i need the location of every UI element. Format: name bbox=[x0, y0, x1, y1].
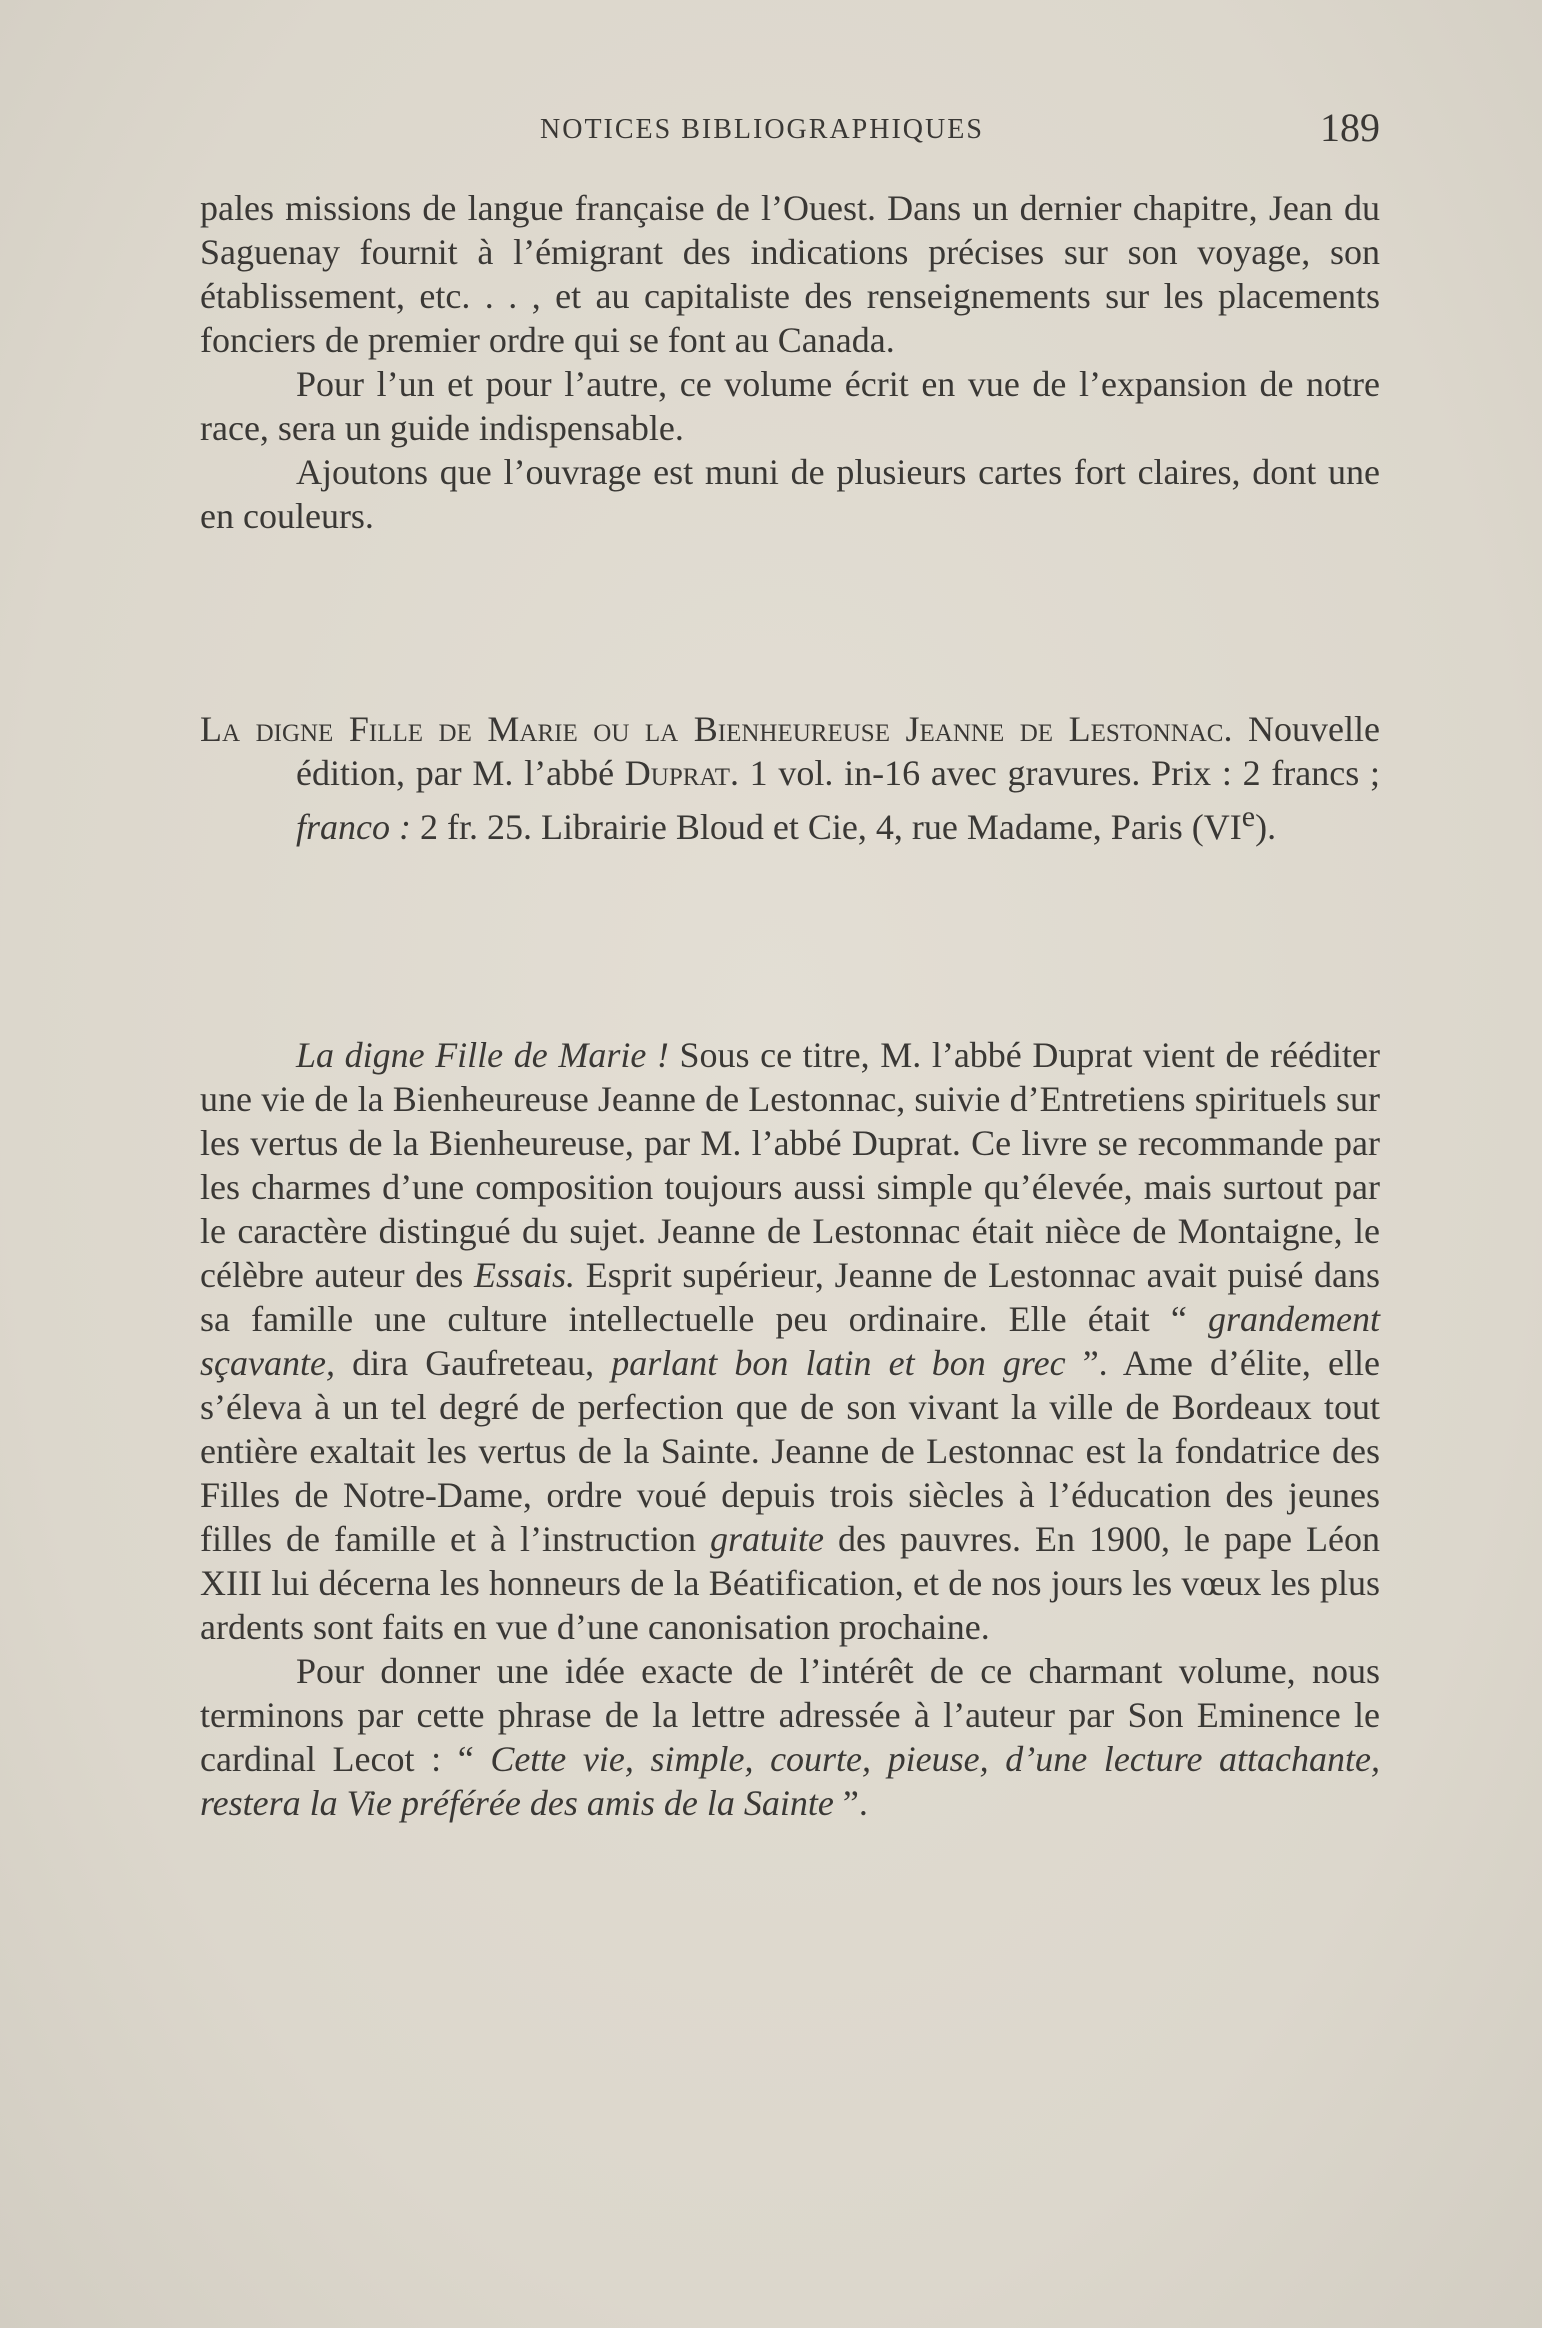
entry-details: 1 vol. in-16 avec gravures. Prix : 2 francs ; bbox=[738, 753, 1380, 793]
text-run: Pour donner une idée exacte de l’intérêt de ce charmant volume, nous terminons par cette phrase de la lettre adressée à l’auteur par Son Eminence le cardinal Lecot : “ bbox=[200, 1651, 1380, 1779]
review-title: La digne Fille de Marie ! bbox=[296, 1035, 669, 1075]
entry-details-3: ). bbox=[1255, 807, 1277, 847]
entry-author: Duprat. bbox=[624, 753, 739, 793]
quotation: parlant bon latin et bon grec bbox=[611, 1343, 1066, 1383]
review-body bbox=[200, 1033, 1380, 1825]
running-title: NOTICES BIBLIOGRAPHIQUES bbox=[540, 114, 984, 145]
paragraph: Pour l’un et pour l’autre, ce volume écrit en vue de l’expansion de notre race, sera un guide indispensable. bbox=[200, 364, 1380, 448]
text-run: Esprit supérieur, Jeanne de Lestonnac avait puisé dans sa famille une culture intellectuelle peu ordinaire. Elle était “ bbox=[200, 1255, 1381, 1339]
entry-franco: franco : bbox=[296, 807, 411, 847]
emphasis: gratuite bbox=[710, 1519, 824, 1559]
paragraph: Ajoutons que l’ouvrage est muni de plusieurs cartes fort claires, dont une en couleurs. bbox=[200, 452, 1380, 536]
paragraph: pales missions de langue française de l’Ouest. Dans un dernier chapitre, Jean du Saguenay fournit à l’émigrant des indications précises sur son voyage, son établissement, etc. . . , et au capitaliste des renseignements sur les placements fonciers de premier ordre qui se font au Canada. bbox=[200, 188, 1380, 360]
bibliographic-entry bbox=[200, 707, 1380, 849]
entry-title: La digne Fille de Marie ou la Bienheureuse Jeanne de Lestonnac. bbox=[200, 709, 1233, 749]
text-run: ”. bbox=[833, 1783, 868, 1823]
entry-superscript: e bbox=[1241, 800, 1256, 833]
text-run: ”. Ame d’élite, elle s’éleva à un tel degré de perfection que de son vivant la ville de Bordeaux tout entière exaltait les vertus de la Sainte. Jeanne de Lestonnac est la fondatrice des Filles de Notre-Dame, ordre voué depuis trois siècles à l’éducation des jeunes filles de famille et à l’instruction bbox=[200, 1343, 1380, 1559]
text-run: Sous ce titre, M. l’abbé Duprat vient de rééditer une vie de la Bienheureuse Jeanne de Lestonnac, suivie d’Entretiens spirituels sur les vertus de la Bienheureuse, par M. l’abbé Duprat. Ce livre se recommande par les charmes d’une composition toujours aussi simple qu’élevée, mais surtout par le caractère distingué du sujet. Jeanne de Lestonnac était nièce de Montaigne, le célèbre auteur des bbox=[200, 1035, 1380, 1295]
text-run: dira Gaufreteau, bbox=[334, 1343, 612, 1383]
entry-details-2: 2 fr. 25. Librairie Bloud et Cie, 4, rue Madame, Paris (VI bbox=[410, 807, 1242, 847]
page-number: 189 bbox=[1320, 105, 1380, 150]
cardinal-quotation: Cette vie, simple, courte, pieuse, d’une lecture attachante, restera la Vie préférée des amis de la Sainte bbox=[200, 1739, 1381, 1823]
review-paragraph-1 bbox=[200, 1033, 1380, 1649]
page-header bbox=[200, 105, 1380, 150]
review-paragraph-2 bbox=[200, 1649, 1380, 1825]
entry-edition: Nouvelle édition, par M. l’abbé bbox=[296, 709, 1380, 793]
continued-review bbox=[200, 186, 1380, 538]
book-title-essais: Essais. bbox=[473, 1255, 576, 1295]
text-run: des pauvres. En 1900, le pape Léon XIII lui décerna les honneurs de la Béatification, et de nos jours les vœux les plus ardents sont faits en vue d’une canonisation prochaine. bbox=[200, 1519, 1380, 1647]
quotation: grandement sçavante, bbox=[200, 1299, 1380, 1383]
